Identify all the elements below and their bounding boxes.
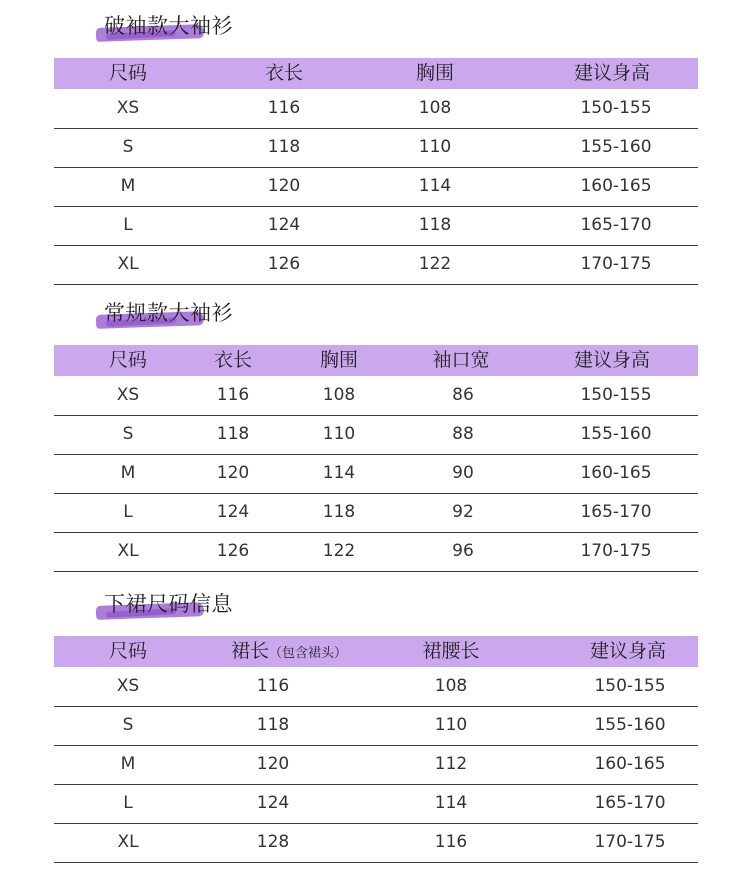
cell-size: XS [116, 385, 140, 405]
table-header [54, 345, 698, 376]
cell-length: 120 [267, 176, 301, 196]
cell-bust: 118 [322, 502, 356, 522]
table-row [54, 784, 698, 824]
cell-length: 116 [267, 98, 301, 118]
cell-skirt-length: 124 [256, 793, 290, 813]
header-height: 建议身高 [573, 62, 651, 84]
header-waist: 裙腰长 [422, 640, 480, 662]
table-row [54, 745, 698, 785]
cell-bust: 118 [418, 215, 452, 235]
header-cuff: 袖口宽 [432, 349, 490, 371]
cell-waist: 114 [434, 793, 468, 813]
cell-length: 116 [216, 385, 250, 405]
cell-size: XS [116, 98, 140, 118]
header-bust: 胸围 [319, 349, 359, 371]
cell-size: L [123, 793, 133, 813]
table-row [54, 706, 698, 746]
cell-length: 124 [267, 215, 301, 235]
cell-skirt-length: 116 [256, 676, 290, 696]
header-size: 尺码 [108, 62, 148, 84]
cell-size: L [123, 502, 133, 522]
cell-cuff: 90 [452, 463, 474, 483]
cell-size: XL [117, 541, 139, 561]
cell-length: 118 [216, 424, 250, 444]
table-row [54, 667, 698, 707]
cell-length: 126 [216, 541, 250, 561]
header-length: 衣长 [264, 62, 304, 84]
table-row [54, 376, 698, 416]
cell-cuff: 92 [452, 502, 474, 522]
cell-size: S [122, 715, 134, 735]
cell-bust: 122 [322, 541, 356, 561]
header-height: 建议身高 [589, 640, 667, 662]
table-row [54, 245, 698, 285]
cell-height: 150-155 [594, 676, 666, 696]
cell-size: M [120, 463, 136, 483]
table-row [54, 532, 698, 572]
header-size: 尺码 [108, 640, 148, 662]
table-row [54, 128, 698, 168]
cell-bust: 114 [322, 463, 356, 483]
cell-cuff: 88 [452, 424, 474, 444]
header-skirt-length-group [231, 636, 347, 669]
cell-size: XS [116, 676, 140, 696]
cell-height: 170-175 [580, 254, 652, 274]
cell-skirt-length: 118 [256, 715, 290, 735]
cell-height: 160-165 [580, 176, 652, 196]
cell-height: 155-160 [580, 137, 652, 157]
cell-height: 165-170 [580, 502, 652, 522]
cell-size: S [122, 137, 134, 157]
table-row [54, 823, 698, 863]
header-skirt-length-note: （包含裙头） [269, 646, 348, 661]
cell-cuff: 86 [452, 385, 474, 405]
header-bust: 胸围 [415, 62, 455, 84]
cell-waist: 112 [434, 754, 468, 774]
section-title: 破袖款大袖衫 [104, 14, 233, 38]
section-title: 下裙尺码信息 [104, 592, 233, 616]
cell-height: 170-175 [580, 541, 652, 561]
cell-size: L [123, 215, 133, 235]
cell-length: 124 [216, 502, 250, 522]
table-row [54, 493, 698, 533]
table-header [54, 58, 698, 89]
cell-height: 150-155 [580, 98, 652, 118]
cell-height: 170-175 [594, 832, 666, 852]
cell-bust: 108 [418, 98, 452, 118]
cell-length: 126 [267, 254, 301, 274]
table-row [54, 454, 698, 494]
cell-skirt-length: 120 [256, 754, 290, 774]
cell-height: 165-170 [580, 215, 652, 235]
cell-cuff: 96 [452, 541, 474, 561]
cell-skirt-length: 128 [256, 832, 290, 852]
cell-size: M [120, 176, 136, 196]
table-row [54, 206, 698, 246]
table-row [54, 89, 698, 129]
cell-height: 160-165 [580, 463, 652, 483]
cell-height: 160-165 [594, 754, 666, 774]
cell-length: 120 [216, 463, 250, 483]
cell-size: XL [117, 254, 139, 274]
cell-height: 150-155 [580, 385, 652, 405]
cell-size: S [122, 424, 134, 444]
cell-bust: 108 [322, 385, 356, 405]
table-row [54, 167, 698, 207]
header-height: 建议身高 [573, 349, 651, 371]
table-header [54, 636, 698, 667]
cell-bust: 110 [418, 137, 452, 157]
cell-length: 118 [267, 137, 301, 157]
cell-size: M [120, 754, 136, 774]
cell-size: XL [117, 832, 139, 852]
section-title: 常规款大袖衫 [104, 301, 233, 325]
cell-height: 155-160 [594, 715, 666, 735]
header-length: 衣长 [213, 349, 253, 371]
cell-height: 165-170 [594, 793, 666, 813]
header-skirt-length: 裙长 [230, 640, 269, 662]
cell-waist: 110 [434, 715, 468, 735]
cell-waist: 108 [434, 676, 468, 696]
cell-height: 155-160 [580, 424, 652, 444]
cell-bust: 122 [418, 254, 452, 274]
table-row [54, 415, 698, 455]
cell-bust: 114 [418, 176, 452, 196]
header-size: 尺码 [108, 349, 148, 371]
cell-waist: 116 [434, 832, 468, 852]
cell-bust: 110 [322, 424, 356, 444]
